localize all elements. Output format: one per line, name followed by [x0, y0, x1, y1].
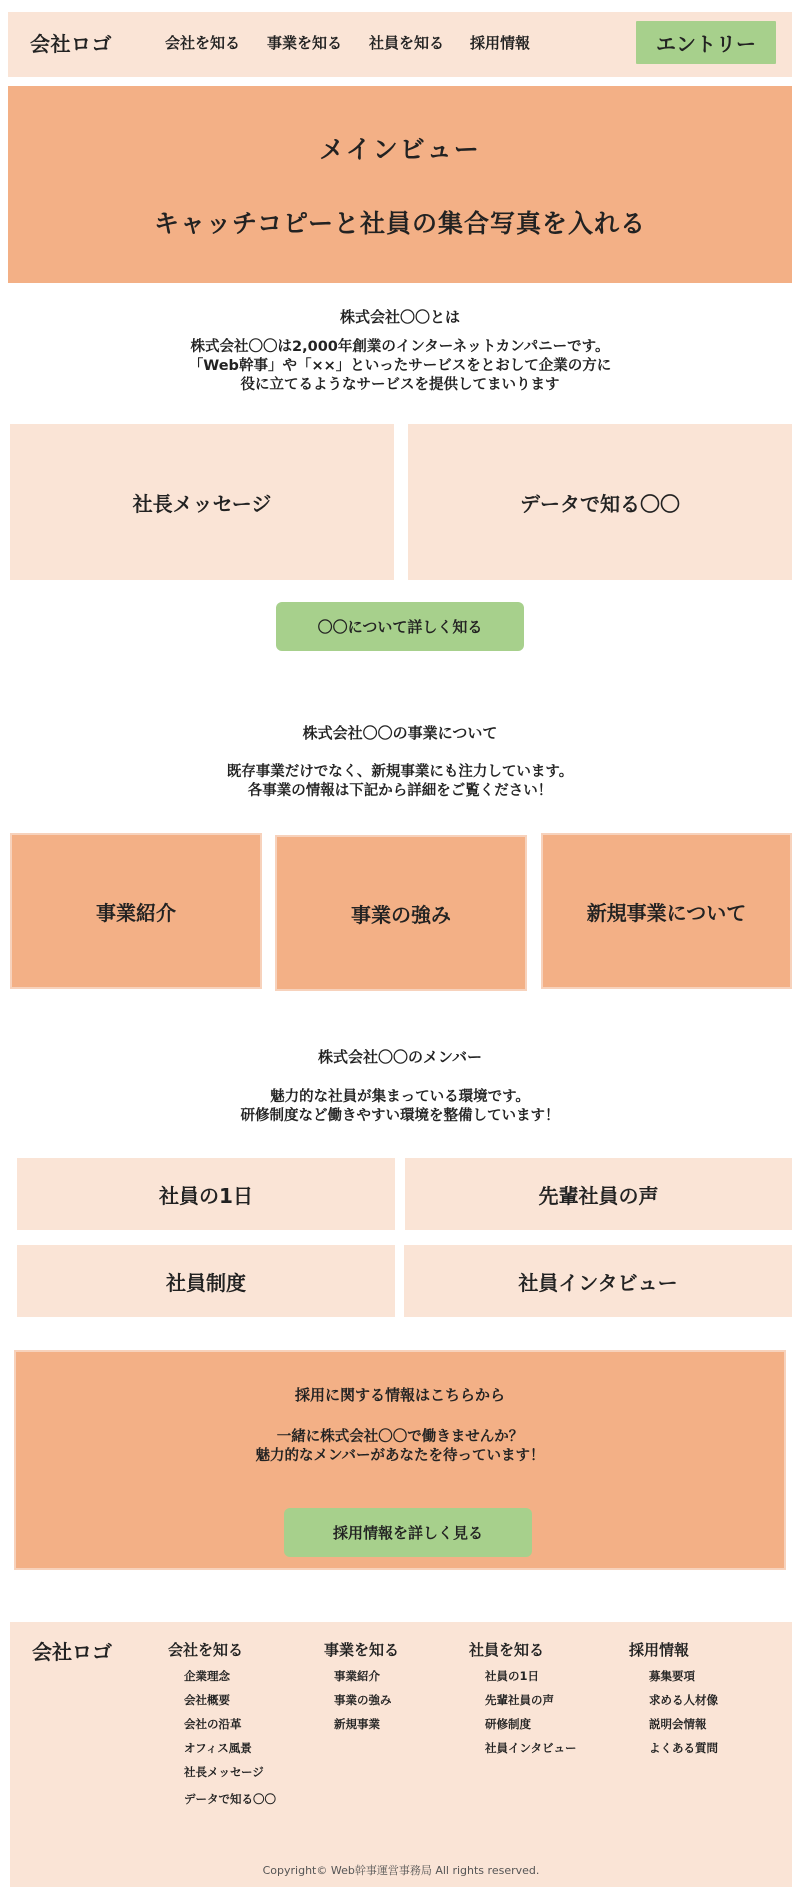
recruit-section [14, 1350, 786, 1570]
entry-button[interactable]: エントリー [636, 21, 776, 64]
footer-link[interactable]: 研修制度 [485, 1717, 531, 1731]
recruit-more-button[interactable]: 採用情報を詳しく見る [284, 1508, 532, 1557]
footer-link[interactable]: 求める人材像 [649, 1693, 718, 1707]
footer-column-title[interactable]: 事業を知る [324, 1641, 400, 1659]
hero-subtitle: キャッチコピーと社員の集合写真を入れる [153, 208, 646, 238]
footer-link[interactable]: 募集要項 [649, 1669, 695, 1683]
new-business-card[interactable]: 新規事業について [541, 833, 792, 989]
footer-link[interactable]: 会社の沿革 [184, 1717, 242, 1731]
site-footer [10, 1622, 792, 1887]
footer-link[interactable]: 事業の強み [334, 1693, 392, 1707]
member-day-card[interactable]: 社員の1日 [17, 1158, 395, 1230]
footer-link[interactable]: データで知る〇〇 [184, 1792, 276, 1806]
members-text [0, 1088, 800, 1126]
footer-link[interactable]: 先輩社員の声 [485, 1693, 554, 1707]
nav-link-members[interactable]: 社員を知る [369, 34, 445, 52]
footer-link[interactable]: 会社概要 [184, 1693, 230, 1707]
recruit-text [16, 1428, 784, 1466]
footer-column-title[interactable]: 採用情報 [629, 1641, 690, 1659]
recruit-heading: 採用に関する情報はこちらから [294, 1386, 505, 1404]
footer-column-recruit [629, 1639, 718, 1764]
business-heading: 株式会社〇〇の事業について [302, 724, 498, 742]
footer-logo[interactable]: 会社ロゴ [32, 1640, 112, 1664]
footer-link[interactable]: 事業紹介 [334, 1669, 380, 1683]
footer-column-business [324, 1639, 399, 1740]
site-header [8, 12, 792, 77]
footer-column-title[interactable]: 会社を知る [168, 1641, 244, 1659]
company-logo[interactable]: 会社ロゴ [30, 32, 112, 56]
about-more-button[interactable]: 〇〇について詳しく知る [276, 602, 524, 651]
business-strength-card[interactable]: 事業の強み [275, 835, 527, 991]
member-interview-card[interactable]: 社員インタビュー [404, 1245, 792, 1317]
nav-link-company[interactable]: 会社を知る [165, 34, 241, 52]
business-intro-card[interactable]: 事業紹介 [10, 833, 262, 989]
footer-column-members [469, 1639, 577, 1764]
business-text [0, 763, 800, 801]
members-text-line: 魅力的な社員が集まっている環境です。 [270, 1089, 530, 1105]
ceo-message-card[interactable]: 社長メッセージ [10, 424, 394, 580]
business-text-line: 各事業の情報は下記から詳細をご覧ください！ [247, 783, 553, 799]
about-text [0, 338, 800, 395]
about-heading: 株式会社〇〇とは [339, 308, 460, 326]
footer-link[interactable]: 説明会情報 [649, 1717, 707, 1731]
members-heading: 株式会社〇〇のメンバー [318, 1048, 482, 1066]
hero-title: メインビュー [319, 134, 481, 164]
footer-link[interactable]: 社員の1日 [485, 1669, 540, 1683]
data-card[interactable]: データで知る〇〇 [408, 424, 792, 580]
main-visual [8, 86, 792, 283]
about-text-line: 「Web幹事」や「××」といったサービスをとおして企業の方に [188, 358, 612, 374]
recruit-text-line: 一緒に株式会社〇〇で働きませんか？ [276, 1429, 524, 1445]
footer-link[interactable]: 社員インタビュー [485, 1741, 577, 1755]
members-text-line: 研修制度など働きやすい環境を整備しています！ [240, 1108, 560, 1124]
member-system-card[interactable]: 社員制度 [17, 1245, 395, 1317]
footer-link[interactable]: 企業理念 [184, 1669, 230, 1683]
about-text-line: 役に立てるようなサービスを提供してまいります [240, 377, 560, 393]
about-text-line: 株式会社〇〇は2,000年創業のインターネットカンパニーです。 [190, 339, 610, 355]
senior-voice-card[interactable]: 先輩社員の声 [405, 1158, 792, 1230]
footer-link[interactable]: 新規事業 [334, 1717, 380, 1731]
footer-link[interactable]: よくある質問 [649, 1741, 718, 1755]
nav-link-business[interactable]: 事業を知る [267, 34, 343, 52]
footer-column-title[interactable]: 社員を知る [469, 1641, 545, 1659]
footer-link[interactable]: オフィス風景 [184, 1741, 252, 1755]
footer-column-company [168, 1639, 276, 1815]
footer-link[interactable]: 社長メッセージ [184, 1765, 264, 1779]
recruit-text-line: 魅力的なメンバーがあなたを待っています！ [255, 1448, 545, 1464]
copyright-text: Copyright© Web幹事運営事務局 All rights reserved. [262, 1864, 540, 1877]
business-text-line: 既存事業だけでなく、新規事業にも注力しています。 [226, 764, 574, 780]
nav-link-recruit[interactable]: 採用情報 [470, 34, 531, 52]
